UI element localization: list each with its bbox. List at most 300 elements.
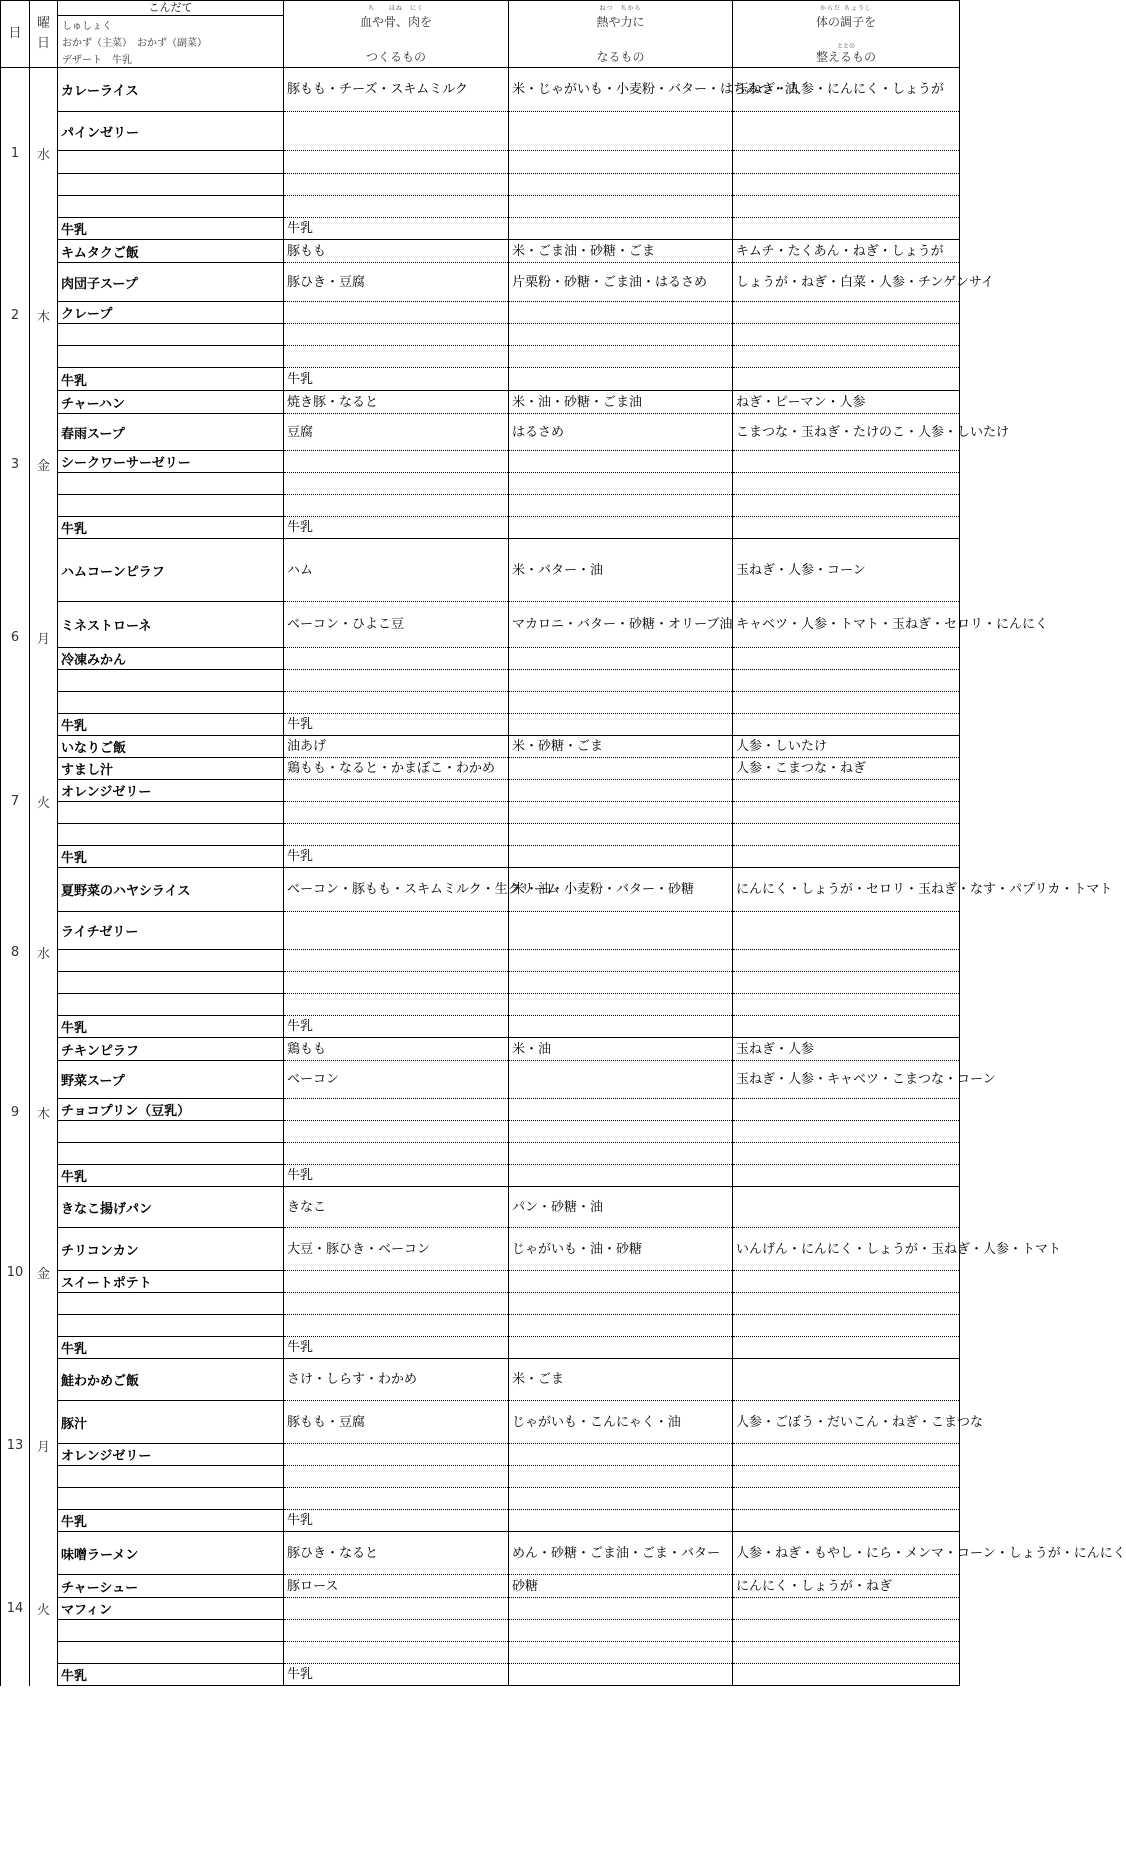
menu-row (1, 1315, 960, 1337)
menu-row (1, 1575, 960, 1598)
vegetable-foods (733, 1315, 960, 1337)
energy-foods: じゃがいも・油・砂糖 (509, 1228, 733, 1271)
menu-row (1, 346, 960, 368)
energy-foods: 米・ごま (509, 1359, 733, 1401)
protein-foods: 牛乳 (284, 218, 509, 240)
protein-foods (284, 1271, 509, 1293)
menu-row (1, 648, 960, 670)
protein-foods: さけ・しらす・わかめ (284, 1359, 509, 1401)
protein-foods (284, 1293, 509, 1315)
dish-name: 牛乳 (58, 368, 284, 391)
dish-name: クレープ (58, 302, 284, 324)
energy-foods (509, 1165, 733, 1187)
day-header: 日 (1, 1, 30, 68)
energy-foods (509, 1121, 733, 1143)
energy-foods: 米・油 (509, 1038, 733, 1061)
energy-foods (509, 802, 733, 824)
menu-row (1, 1510, 960, 1532)
vegetable-foods: 玉ねぎ・人参・にんにく・しょうが (733, 68, 960, 112)
day-number: 3 (1, 391, 30, 539)
protein-foods (284, 451, 509, 473)
dish-name: ハムコーンピラフ (58, 539, 284, 602)
energy-foods (509, 368, 733, 391)
energy-foods: 米・砂糖・ごま (509, 736, 733, 758)
energy-foods (509, 473, 733, 495)
dish-name: 牛乳 (58, 846, 284, 868)
menu-row (1, 1061, 960, 1099)
protein-foods: 牛乳 (284, 714, 509, 736)
vegetable-foods (733, 1510, 960, 1532)
menu-row (1, 758, 960, 780)
protein-foods (284, 302, 509, 324)
energy-foods (509, 517, 733, 539)
dish-name (58, 196, 284, 218)
vegetable-foods (733, 1271, 960, 1293)
vegetable-foods (733, 451, 960, 473)
dish-name: 牛乳 (58, 1165, 284, 1187)
vegetable-foods (733, 324, 960, 346)
protein-foods (284, 346, 509, 368)
day-number: 8 (1, 868, 30, 1038)
dish-name: パインゼリー (58, 112, 284, 151)
energy-foods (509, 1510, 733, 1532)
weekday: 金 (30, 391, 58, 539)
energy-foods (509, 346, 733, 368)
menu-body (1, 68, 1126, 1686)
energy-foods: 米・ごま油・砂糖・ごま (509, 240, 733, 263)
group-ruby: ち ほね にく (367, 5, 424, 12)
group-subtitle: 整えるもの (815, 50, 876, 64)
vegetable-foods (733, 112, 960, 151)
energy-foods (509, 1061, 733, 1099)
dish-name: スイートポテト (58, 1271, 284, 1293)
weekday: 木 (30, 240, 58, 391)
energy-foods (509, 714, 733, 736)
energy-foods (509, 218, 733, 240)
vegetable-foods (733, 1099, 960, 1121)
protein-foods (284, 1488, 509, 1510)
protein-foods: 豆腐 (284, 414, 509, 451)
vegetable-foods (733, 1143, 960, 1165)
vegetable-foods: しょうが・ねぎ・白菜・人参・チンゲンサイ (733, 263, 960, 302)
energy-foods (509, 1598, 733, 1620)
protein-foods: ハム (284, 539, 509, 602)
day-number: 10 (1, 1187, 30, 1359)
vegetable-foods (733, 670, 960, 692)
dish-name (58, 670, 284, 692)
energy-foods (509, 912, 733, 950)
dish-name: ライチゼリー (58, 912, 284, 950)
menu-row (1, 1401, 960, 1444)
group-header-red (284, 1, 509, 68)
protein-foods: 豚もも・チーズ・スキムミルク (284, 68, 509, 112)
menu-row (1, 912, 960, 950)
protein-foods: 牛乳 (284, 846, 509, 868)
dish-name (58, 972, 284, 994)
energy-foods (509, 451, 733, 473)
protein-foods (284, 1444, 509, 1466)
protein-foods (284, 1598, 509, 1620)
menu-row (1, 68, 960, 112)
dish-name (58, 346, 284, 368)
dish-name: ミネストローネ (58, 602, 284, 648)
protein-foods (284, 972, 509, 994)
menu-row (1, 972, 960, 994)
vegetable-foods (733, 846, 960, 868)
vegetable-foods (733, 824, 960, 846)
dish-name: カレーライス (58, 68, 284, 112)
vegetable-foods (733, 780, 960, 802)
protein-foods: きなこ (284, 1187, 509, 1228)
protein-foods: 豚ロース (284, 1575, 509, 1598)
dish-name: 冷凍みかん (58, 648, 284, 670)
protein-foods (284, 324, 509, 346)
energy-foods (509, 1620, 733, 1642)
menu-row (1, 451, 960, 473)
vegetable-foods (733, 196, 960, 218)
protein-foods: 豚ひき・なると (284, 1532, 509, 1575)
day-number: 7 (1, 736, 30, 868)
vegetable-foods: 玉ねぎ・人参・コーン (733, 539, 960, 602)
energy-foods: 米・油・小麦粉・バター・砂糖 (509, 868, 733, 912)
dish-name: 豚汁 (58, 1401, 284, 1444)
menu-header-sides: おかず（主菜） おかず（副菜） (62, 38, 207, 49)
protein-foods: 大豆・豚ひき・ベーコン (284, 1228, 509, 1271)
dish-name: 夏野菜のハヤシライス (58, 868, 284, 912)
dish-name: 牛乳 (58, 1664, 284, 1686)
protein-foods (284, 670, 509, 692)
energy-foods (509, 495, 733, 517)
dish-name (58, 692, 284, 714)
vegetable-foods: キムチ・たくあん・ねぎ・しょうが (733, 240, 960, 263)
day-number: 6 (1, 539, 30, 736)
vegetable-foods: ねぎ・ピーマン・人参 (733, 391, 960, 414)
menu-header-dessert: デザート 牛乳 (62, 55, 132, 66)
dish-name: チリコンカン (58, 1228, 284, 1271)
menu-row (1, 302, 960, 324)
weekday: 月 (30, 1359, 58, 1532)
dish-name: 肉団子スープ (58, 263, 284, 302)
menu-row (1, 950, 960, 972)
energy-foods (509, 780, 733, 802)
menu-row (1, 517, 960, 539)
weekday: 木 (30, 1038, 58, 1187)
menu-row (1, 802, 960, 824)
vegetable-foods (733, 950, 960, 972)
vegetable-foods: こまつな・玉ねぎ・たけのこ・人参・しいたけ (733, 414, 960, 451)
header-row (1, 1, 960, 68)
energy-foods: めん・砂糖・ごま油・ごま・バター (509, 1532, 733, 1575)
menu-row (1, 324, 960, 346)
protein-foods (284, 1642, 509, 1664)
menu-row (1, 391, 960, 414)
dish-name (58, 174, 284, 196)
menu-row (1, 714, 960, 736)
menu-row (1, 1488, 960, 1510)
menu-row (1, 263, 960, 302)
menu-row (1, 1598, 960, 1620)
vegetable-foods (733, 517, 960, 539)
dish-name (58, 151, 284, 174)
vegetable-foods (733, 174, 960, 196)
vegetable-foods (733, 692, 960, 714)
menu-row (1, 1466, 960, 1488)
menu-header-title: こんだて (58, 1, 283, 16)
menu-row (1, 1359, 960, 1401)
weekday: 水 (30, 868, 58, 1038)
energy-foods (509, 1466, 733, 1488)
weekday: 火 (30, 1532, 58, 1686)
group-header-yellow (509, 1, 733, 68)
menu-row (1, 602, 960, 648)
menu-row (1, 994, 960, 1016)
dish-name: 牛乳 (58, 1510, 284, 1532)
energy-foods (509, 196, 733, 218)
menu-row (1, 1165, 960, 1187)
group-title: 血や骨、肉を (359, 15, 432, 29)
dish-name (58, 1315, 284, 1337)
day-number: 2 (1, 240, 30, 391)
energy-foods (509, 846, 733, 868)
menu-header-staple: しゅしょく (62, 21, 112, 32)
energy-foods (509, 1099, 733, 1121)
protein-foods: ベーコン (284, 1061, 509, 1099)
dish-name: 牛乳 (58, 1337, 284, 1359)
vegetable-foods: にんにく・しょうが・ねぎ (733, 1575, 960, 1598)
vegetable-foods (733, 912, 960, 950)
group-subtitle: つくるもの (365, 50, 426, 64)
energy-foods (509, 758, 733, 780)
energy-foods (509, 824, 733, 846)
energy-foods (509, 1642, 733, 1664)
menu-row (1, 368, 960, 391)
protein-foods (284, 495, 509, 517)
dish-name: 鮭わかめご飯 (58, 1359, 284, 1401)
menu-row (1, 1187, 960, 1228)
vegetable-foods (733, 151, 960, 174)
energy-foods (509, 972, 733, 994)
protein-foods (284, 1099, 509, 1121)
protein-foods (284, 1466, 509, 1488)
vegetable-foods (733, 346, 960, 368)
vegetable-foods (733, 473, 960, 495)
menu-row (1, 692, 960, 714)
protein-foods: 豚もも (284, 240, 509, 263)
group-ruby: ねつ ちから (599, 5, 642, 12)
energy-foods (509, 670, 733, 692)
dish-name: すまし汁 (58, 758, 284, 780)
group-ruby: からだ ちょうし (820, 5, 872, 12)
dish-name: 牛乳 (58, 1016, 284, 1038)
weekday: 月 (30, 539, 58, 736)
energy-foods (509, 112, 733, 151)
group-header-green (733, 1, 960, 68)
energy-foods: じゃがいも・こんにゃく・油 (509, 1401, 733, 1444)
dish-name: キムタクご飯 (58, 240, 284, 263)
menu-row (1, 414, 960, 451)
vegetable-foods: にんにく・しょうが・セロリ・玉ねぎ・なす・パプリカ・トマト (733, 868, 960, 912)
vegetable-foods: 玉ねぎ・人参 (733, 1038, 960, 1061)
energy-foods (509, 1444, 733, 1466)
dish-name: チャーハン (58, 391, 284, 414)
dish-name (58, 1466, 284, 1488)
menu-row (1, 1143, 960, 1165)
menu-row (1, 1293, 960, 1315)
menu-row (1, 240, 960, 263)
protein-foods: 牛乳 (284, 1510, 509, 1532)
energy-foods (509, 648, 733, 670)
vegetable-foods (733, 1359, 960, 1401)
protein-foods: 牛乳 (284, 1664, 509, 1686)
menu-row (1, 1038, 960, 1061)
day-number: 9 (1, 1038, 30, 1187)
menu-row (1, 1016, 960, 1038)
energy-foods (509, 1488, 733, 1510)
day-number: 13 (1, 1359, 30, 1532)
protein-foods: 焼き豚・なると (284, 391, 509, 414)
protein-foods: 牛乳 (284, 517, 509, 539)
vegetable-foods (733, 218, 960, 240)
menu-row (1, 473, 960, 495)
energy-foods (509, 1315, 733, 1337)
vegetable-foods (733, 1187, 960, 1228)
vegetable-foods (733, 972, 960, 994)
protein-foods (284, 473, 509, 495)
vegetable-foods: 玉ねぎ・人参・キャベツ・こまつな・コーン (733, 1061, 960, 1099)
energy-foods (509, 324, 733, 346)
energy-foods: 砂糖 (509, 1575, 733, 1598)
protein-foods (284, 1143, 509, 1165)
vegetable-foods (733, 1642, 960, 1664)
vegetable-foods (733, 1165, 960, 1187)
energy-foods (509, 1664, 733, 1686)
protein-foods: 油あげ (284, 736, 509, 758)
energy-foods (509, 151, 733, 174)
protein-foods (284, 1121, 509, 1143)
energy-foods: 片栗粉・砂糖・ごま油・はるさめ (509, 263, 733, 302)
energy-foods (509, 994, 733, 1016)
dish-name: 野菜スープ (58, 1061, 284, 1099)
group-title: 体の調子を (815, 15, 876, 29)
protein-foods: 豚ひき・豆腐 (284, 263, 509, 302)
dish-name: オレンジゼリー (58, 780, 284, 802)
energy-foods (509, 1271, 733, 1293)
menu-header (58, 1, 284, 68)
menu-row (1, 174, 960, 196)
protein-foods (284, 824, 509, 846)
protein-foods (284, 151, 509, 174)
dish-name: 牛乳 (58, 714, 284, 736)
day-number: 1 (1, 68, 30, 240)
dish-name: きなこ揚げパン (58, 1187, 284, 1228)
menu-row (1, 846, 960, 868)
menu-row (1, 218, 960, 240)
dish-name (58, 994, 284, 1016)
menu-row (1, 1532, 960, 1575)
protein-foods: 牛乳 (284, 368, 509, 391)
vegetable-foods (733, 994, 960, 1016)
dish-name (58, 495, 284, 517)
dish-name (58, 950, 284, 972)
dish-name (58, 1620, 284, 1642)
dish-name (58, 1121, 284, 1143)
menu-row (1, 780, 960, 802)
vegetable-foods (733, 1337, 960, 1359)
vegetable-foods (733, 1488, 960, 1510)
dish-name (58, 1642, 284, 1664)
protein-foods (284, 994, 509, 1016)
dish-name (58, 473, 284, 495)
dish-name (58, 1293, 284, 1315)
protein-foods (284, 1620, 509, 1642)
protein-foods (284, 112, 509, 151)
energy-foods: 米・油・砂糖・ごま油 (509, 391, 733, 414)
protein-foods: 鶏もも・なると・かまぼこ・わかめ (284, 758, 509, 780)
menu-row (1, 670, 960, 692)
weekday-header (30, 1, 58, 68)
weekday: 火 (30, 736, 58, 868)
energy-foods: マカロニ・バター・砂糖・オリーブ油 (509, 602, 733, 648)
vegetable-foods: いんげん・にんにく・しょうが・玉ねぎ・人参・トマト (733, 1228, 960, 1271)
group-subtitle: なるもの (596, 50, 645, 64)
vegetable-foods: 人参・こまつな・ねぎ (733, 758, 960, 780)
vegetable-foods (733, 1016, 960, 1038)
protein-foods: 牛乳 (284, 1337, 509, 1359)
menu-row (1, 1337, 960, 1359)
menu-row (1, 824, 960, 846)
dish-name: 牛乳 (58, 218, 284, 240)
energy-foods (509, 692, 733, 714)
energy-foods: 米・じゃがいも・小麦粉・バター・はちみつ・油 (509, 68, 733, 112)
protein-foods (284, 950, 509, 972)
vegetable-foods (733, 1121, 960, 1143)
vegetable-foods: 人参・ごぼう・だいこん・ねぎ・こまつな (733, 1401, 960, 1444)
protein-foods: ベーコン・ひよこ豆 (284, 602, 509, 648)
menu-row (1, 151, 960, 174)
protein-foods (284, 692, 509, 714)
dish-name (58, 824, 284, 846)
energy-foods: 米・バター・油 (509, 539, 733, 602)
menu-row (1, 1228, 960, 1271)
protein-foods: 豚もも・豆腐 (284, 1401, 509, 1444)
energy-foods: はるさめ (509, 414, 733, 451)
vegetable-foods (733, 1293, 960, 1315)
protein-foods: 牛乳 (284, 1165, 509, 1187)
vegetable-foods (733, 1598, 960, 1620)
menu-row (1, 868, 960, 912)
menu-row (1, 495, 960, 517)
energy-foods (509, 1143, 733, 1165)
protein-foods: ベーコン・豚もも・スキムミルク・生クリーム (284, 868, 509, 912)
vegetable-foods (733, 1620, 960, 1642)
menu-row (1, 539, 960, 602)
protein-foods (284, 196, 509, 218)
energy-foods (509, 1016, 733, 1038)
group-title: 熱や力に (596, 15, 645, 29)
energy-foods (509, 302, 733, 324)
protein-foods (284, 648, 509, 670)
group-ruby-2: ととの (836, 43, 855, 50)
menu-row (1, 1121, 960, 1143)
dish-name (58, 324, 284, 346)
protein-foods (284, 174, 509, 196)
dish-name: 春雨スープ (58, 414, 284, 451)
dish-name: チキンピラフ (58, 1038, 284, 1061)
dish-name: 牛乳 (58, 517, 284, 539)
dish-name (58, 802, 284, 824)
dish-name: マフィン (58, 1598, 284, 1620)
vegetable-foods (733, 302, 960, 324)
